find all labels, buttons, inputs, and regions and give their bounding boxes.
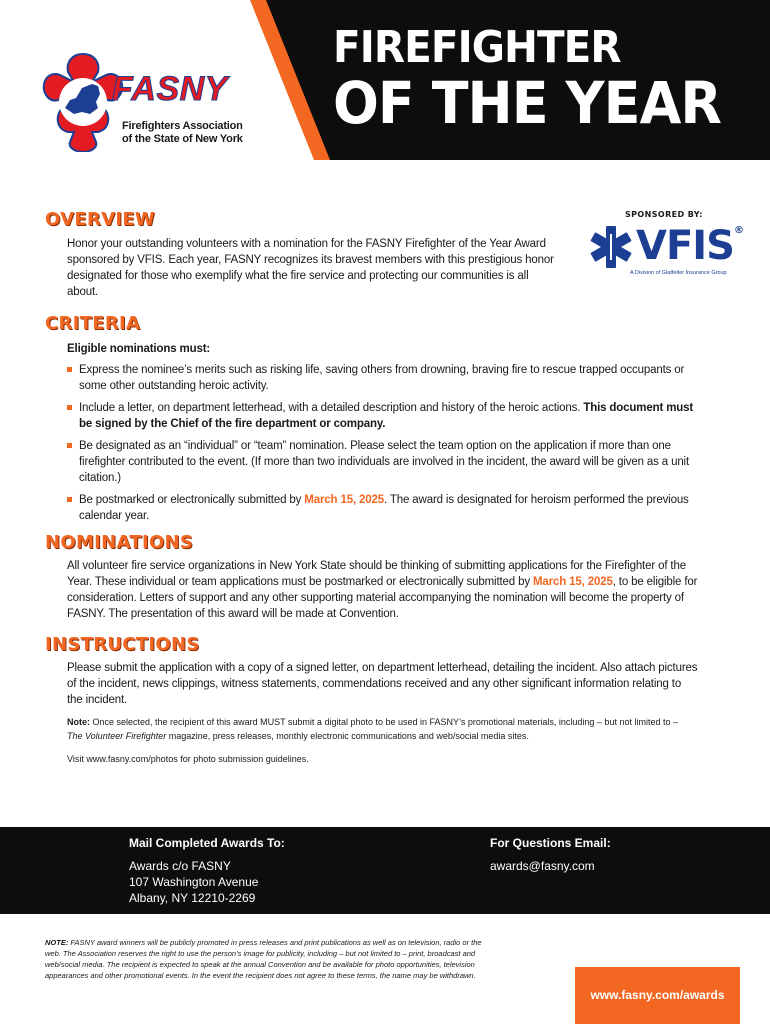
instructions-note xyxy=(67,715,737,743)
overview-paragraph xyxy=(67,236,577,300)
questions-email[interactable]: awards@fasny.com xyxy=(490,859,595,873)
criteria-list xyxy=(67,362,727,530)
fasny-wordmark: FASNY xyxy=(112,70,228,108)
deadline-date: March 15, 2025 xyxy=(532,576,613,588)
awards-url-link[interactable]: www.fasny.com/awards xyxy=(575,967,740,1024)
title-line-1: FIREFIGHTER xyxy=(333,22,621,73)
nominations-line: consideration. Letters of support and any other supporting material accompanying the nomination will become the property of xyxy=(67,592,684,604)
address-line: Awards c/o FASNY xyxy=(129,859,231,873)
criteria-emphasis-line: be signed by the Chief of the fire department or company. xyxy=(79,418,386,430)
disclaimer-line: web. The Association reserves the right to use the person’s image for publicity, including – but not limited to – print, broadcast and xyxy=(45,949,476,958)
bullet-square-icon xyxy=(67,443,72,448)
sponsor-label: SPONSORED BY: xyxy=(625,210,703,219)
criteria-item xyxy=(67,438,727,486)
criteria-line: calendar year. xyxy=(79,510,150,522)
disclaimer-line: web/social media. The recipient is expected to speak at the annual Convention and be available for photo opportunities, television xyxy=(45,960,475,969)
instructions-paragraph xyxy=(67,660,732,708)
mail-heading: Mail Completed Awards To: xyxy=(129,836,285,850)
footer-disclaimer xyxy=(45,937,545,981)
fasny-org-name xyxy=(122,120,243,146)
vfis-text: VFIS xyxy=(636,223,734,269)
nominations-paragraph xyxy=(67,558,732,622)
magazine-title: The Volunteer Firefighter xyxy=(67,731,167,741)
bullet-square-icon xyxy=(67,367,72,372)
org-name-line-1: Firefighters Association xyxy=(122,120,243,132)
overview-heading: OVERVIEW xyxy=(45,209,156,230)
photo-guidelines: Visit www.fasny.com/photos for photo submission guidelines. xyxy=(67,754,309,764)
note-text: Once selected, the recipient of this award MUST submit a digital photo to be used in FASNY’s promotional materials, including – but not limited to – xyxy=(90,717,678,727)
contact-band xyxy=(0,827,770,914)
title-line-2: OF THE YEAR xyxy=(333,69,721,137)
page-title xyxy=(333,22,750,137)
note-text: magazine, press releases, monthly electronic communications and web/social media sites. xyxy=(166,731,529,741)
criteria-line xyxy=(79,492,727,508)
instructions-line: of the incident, news clippings, witness statements, commendations received and any other significant information relating to xyxy=(67,678,682,690)
criteria-text: Be postmarked or electronically submitted by xyxy=(79,494,305,506)
criteria-item xyxy=(67,362,727,394)
nominations-line: All volunteer fire service organizations in New York State should be thinking of submitting applications for the Firefighter of the xyxy=(67,560,686,572)
vfis-tagline: A Division of Glatfelter Insurance Group xyxy=(630,270,727,276)
overview-line: designated for those who exemplify what the fire service and protecting our communities is all xyxy=(67,270,529,282)
criteria-text: . The award is designated for heroism performed the previous xyxy=(384,494,689,506)
address-line: 107 Washington Avenue xyxy=(129,875,259,889)
nominations-text: Year. These individual or team applications must be postmarked or electronically submitted by xyxy=(67,576,533,588)
nominations-line: FASNY. The presentation of this award will be made at Convention. xyxy=(67,608,399,620)
criteria-intro: Eligible nominations must: xyxy=(67,343,211,355)
criteria-item xyxy=(67,400,727,432)
fasny-logo xyxy=(42,52,252,152)
mail-address xyxy=(129,858,258,906)
star-of-life-icon xyxy=(588,224,634,270)
overview-line: sponsored by VFIS. Each year, FASNY recognizes its bravest members with this prestigious honor xyxy=(67,254,554,266)
address-line: Albany, NY 12210-2269 xyxy=(129,891,256,905)
disclaimer-line: appearances and other promotional events. In the event the recipient does not agree to these terms, the name may be withdrawn. xyxy=(45,971,476,980)
registered-mark: ® xyxy=(733,225,743,236)
header-banner xyxy=(0,0,770,160)
instructions-heading: INSTRUCTIONS xyxy=(45,634,200,655)
criteria-emphasis: This document must xyxy=(583,402,694,414)
nominations-heading: NOMINATIONS xyxy=(45,532,194,553)
instructions-line: the incident. xyxy=(67,694,128,706)
vfis-wordmark xyxy=(636,223,743,269)
nominations-text: , to be eligible for xyxy=(612,576,698,588)
nominations-line xyxy=(67,574,732,590)
bullet-square-icon xyxy=(67,497,72,502)
criteria-line: firefighter contributed to the event. (If more than two individuals are involved in the incident, the award will be given as a unit xyxy=(79,456,690,468)
criteria-line: citation.) xyxy=(79,472,121,484)
questions-heading: For Questions Email: xyxy=(490,836,611,850)
disclaimer-label: NOTE: xyxy=(45,938,69,947)
org-name-line-2: of the State of New York xyxy=(122,133,243,145)
vfis-logo xyxy=(588,222,743,282)
overview-line: about. xyxy=(67,286,99,298)
criteria-line: Be designated as an “individual” or “team” nomination. Please select the team option on the application if more than one xyxy=(79,440,671,452)
criteria-line xyxy=(79,400,727,416)
criteria-text: Include a letter, on department letterhead, with a detailed description and history of the heroic actions. xyxy=(79,402,584,414)
bullet-square-icon xyxy=(67,405,72,410)
criteria-line: some other outstanding heroic activity. xyxy=(79,380,269,392)
criteria-item xyxy=(67,492,727,524)
note-line xyxy=(67,715,737,729)
deadline-date: March 15, 2025 xyxy=(304,494,385,506)
disclaimer-line xyxy=(45,937,545,948)
criteria-line: Express the nominee’s merits such as risking life, saving others from drowning, braving fire to rescue trapped occupants or xyxy=(79,364,685,376)
overview-line: Honor your outstanding volunteers with a nomination for the FASNY Firefighter of the Year Award xyxy=(67,238,546,250)
disclaimer-text: FASNY award winners will be publicly promoted in press releases and print publications as well as on television, radio or the xyxy=(68,938,482,947)
note-label: Note: xyxy=(67,717,90,727)
criteria-heading: CRITERIA xyxy=(45,313,141,334)
instructions-line: Please submit the application with a copy of a signed letter, on department letterhead, detailing the incident. Also attach pictures xyxy=(67,662,698,674)
note-line xyxy=(67,729,737,743)
